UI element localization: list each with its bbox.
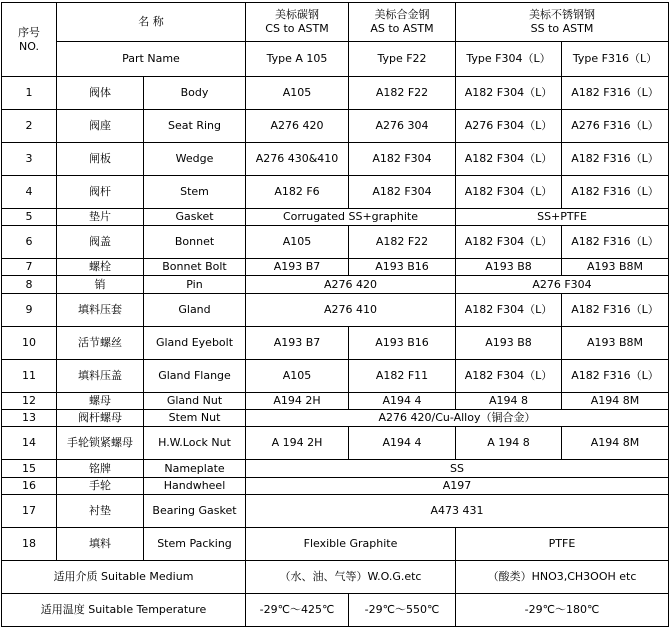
material-cell: A182 F304	[349, 175, 456, 208]
material-cell: A194 4	[349, 427, 456, 460]
part-name-en: Seat Ring	[144, 109, 246, 142]
temperature-cs: -29℃～425℃	[246, 593, 349, 626]
row-number: 9	[2, 293, 57, 326]
material-cell: A276 430&410	[246, 142, 349, 175]
header-row	[2, 3, 669, 42]
table-row	[2, 175, 669, 208]
part-name-en: Gland Nut	[144, 392, 246, 409]
material-cell: PTFE	[456, 528, 669, 561]
material-cell: A182 F6	[246, 175, 349, 208]
medium-ss: （酸类）HNO3,CH3OOH etc	[456, 561, 669, 594]
part-name-cn: 阀杆螺母	[57, 410, 144, 427]
part-name-en: Bonnet Bolt	[144, 258, 246, 275]
material-cell: A182 F304	[349, 142, 456, 175]
material-cell: A276 420	[246, 276, 456, 293]
material-cell: A276 304	[349, 109, 456, 142]
material-cell: A182 F304（L）	[456, 77, 562, 110]
part-name-en: Stem Nut	[144, 410, 246, 427]
header-as: 美标合金钢 AS to ASTM	[349, 3, 456, 42]
row-number: 11	[2, 359, 57, 392]
table-row	[2, 258, 669, 275]
row-number: 15	[2, 460, 57, 477]
table-row	[2, 477, 669, 494]
material-cell: A182 F316（L）	[562, 142, 669, 175]
material-cell: A193 B8	[456, 326, 562, 359]
part-name-en: Pin	[144, 276, 246, 293]
part-name-cn: 阀座	[57, 109, 144, 142]
material-cell: A182 F316（L）	[562, 77, 669, 110]
medium-label: 适用介质 Suitable Medium	[2, 561, 246, 594]
row-number: 1	[2, 77, 57, 110]
material-cell: A182 F316（L）	[562, 293, 669, 326]
part-name-cn: 手轮锁紧螺母	[57, 427, 144, 460]
header-cs: 美标碳钢 CS to ASTM	[246, 3, 349, 42]
part-name-cn: 螺栓	[57, 258, 144, 275]
material-cell: SS	[246, 460, 669, 477]
material-cell: A182 F304（L）	[456, 359, 562, 392]
material-cell: A194 8M	[562, 392, 669, 409]
part-name-cn: 填料压盖	[57, 359, 144, 392]
row-number: 5	[2, 208, 57, 225]
part-name-en: Body	[144, 77, 246, 110]
material-cell: A473 431	[246, 495, 669, 528]
header-seq: 序号 NO.	[2, 3, 57, 77]
part-name-en: Wedge	[144, 142, 246, 175]
table-row	[2, 226, 669, 259]
part-name-cn: 闸板	[57, 142, 144, 175]
material-cell: A182 F22	[349, 226, 456, 259]
row-number: 16	[2, 477, 57, 494]
row-number: 8	[2, 276, 57, 293]
table-row	[2, 392, 669, 409]
material-cell: Flexible Graphite	[246, 528, 456, 561]
material-cell: A182 F316（L）	[562, 226, 669, 259]
material-cell: A 194 2H	[246, 427, 349, 460]
part-name-en: Gasket	[144, 208, 246, 225]
part-name-en: Stem Packing	[144, 528, 246, 561]
material-cell: A182 F22	[349, 77, 456, 110]
material-cell: A276 420	[246, 109, 349, 142]
table-row	[2, 528, 669, 561]
material-cell: A197	[246, 477, 669, 494]
table-row	[2, 460, 669, 477]
material-cell: A193 B16	[349, 326, 456, 359]
table-row	[2, 293, 669, 326]
temperature-row	[2, 593, 669, 626]
part-name-cn: 阀体	[57, 77, 144, 110]
material-cell: A193 B7	[246, 326, 349, 359]
material-cell: A182 F316（L）	[562, 175, 669, 208]
row-number: 6	[2, 226, 57, 259]
header-type-a105: Type A 105	[246, 42, 349, 77]
row-number: 18	[2, 528, 57, 561]
material-cell: A193 B7	[246, 258, 349, 275]
part-name-cn: 垫片	[57, 208, 144, 225]
table-row	[2, 410, 669, 427]
part-name-en: Gland Flange	[144, 359, 246, 392]
row-number: 14	[2, 427, 57, 460]
table-row	[2, 326, 669, 359]
material-cell: A193 B16	[349, 258, 456, 275]
material-cell: SS+PTFE	[456, 208, 669, 225]
part-name-cn: 手轮	[57, 477, 144, 494]
header-type-f304: Type F304（L）	[456, 42, 562, 77]
table-row	[2, 142, 669, 175]
part-name-cn: 销	[57, 276, 144, 293]
part-name-cn: 填料	[57, 528, 144, 561]
material-cell: A276 F316（L）	[562, 109, 669, 142]
material-cell: Corrugated SS+graphite	[246, 208, 456, 225]
material-cell: A194 4	[349, 392, 456, 409]
material-cell: A105	[246, 359, 349, 392]
header-ss: 美标不锈钢钢 SS to ASTM	[456, 3, 669, 42]
part-name-cn: 填料压套	[57, 293, 144, 326]
material-cell: A182 F304（L）	[456, 175, 562, 208]
material-cell: A276 410	[246, 293, 456, 326]
table-row	[2, 109, 669, 142]
row-number: 3	[2, 142, 57, 175]
part-name-cn: 阀盖	[57, 226, 144, 259]
part-name-en: Stem	[144, 175, 246, 208]
material-cell: A182 F304（L）	[456, 293, 562, 326]
header-subrow	[2, 42, 669, 77]
part-name-cn: 活节螺丝	[57, 326, 144, 359]
material-cell: A105	[246, 77, 349, 110]
material-cell: A182 F304（L）	[456, 226, 562, 259]
table-row	[2, 208, 669, 225]
part-name-cn: 衬垫	[57, 495, 144, 528]
table-row	[2, 495, 669, 528]
part-name-en: Bearing Gasket	[144, 495, 246, 528]
temperature-label: 适用温度 Suitable Temperature	[2, 593, 246, 626]
material-cell: A105	[246, 226, 349, 259]
row-number: 10	[2, 326, 57, 359]
table-row	[2, 427, 669, 460]
material-cell: A194 2H	[246, 392, 349, 409]
row-number: 4	[2, 175, 57, 208]
row-number: 17	[2, 495, 57, 528]
row-number: 7	[2, 258, 57, 275]
material-cell: A182 F11	[349, 359, 456, 392]
row-number: 12	[2, 392, 57, 409]
header-part-name: Part Name	[57, 42, 246, 77]
part-name-en: Bonnet	[144, 226, 246, 259]
medium-cs-as: （水、油、气等）W.O.G.etc	[246, 561, 456, 594]
material-cell: A193 B8M	[562, 326, 669, 359]
material-cell: A193 B8	[456, 258, 562, 275]
medium-row	[2, 561, 669, 594]
material-cell: A194 8M	[562, 427, 669, 460]
part-name-en: Nameplate	[144, 460, 246, 477]
material-cell: A 194 8	[456, 427, 562, 460]
temperature-as: -29℃～550℃	[349, 593, 456, 626]
material-cell: A276 F304（L）	[456, 109, 562, 142]
material-cell: A193 B8M	[562, 258, 669, 275]
part-name-cn: 铭牌	[57, 460, 144, 477]
row-number: 2	[2, 109, 57, 142]
materials-table-container	[1, 2, 668, 627]
part-name-en: Gland	[144, 293, 246, 326]
row-number: 13	[2, 410, 57, 427]
temperature-ss: -29℃～180℃	[456, 593, 669, 626]
header-type-f316: Type F316（L）	[562, 42, 669, 77]
material-cell: A182 F316（L）	[562, 359, 669, 392]
header-name-cn: 名 称	[57, 3, 246, 42]
material-cell: A194 8	[456, 392, 562, 409]
table-row	[2, 276, 669, 293]
materials-table	[1, 2, 669, 627]
material-cell: A276 F304	[456, 276, 669, 293]
part-name-en: Handwheel	[144, 477, 246, 494]
header-type-f22: Type F22	[349, 42, 456, 77]
table-row	[2, 359, 669, 392]
part-name-cn: 螺母	[57, 392, 144, 409]
part-name-en: H.W.Lock Nut	[144, 427, 246, 460]
material-cell: A276 420/Cu-Alloy（铜合金）	[246, 410, 669, 427]
part-name-cn: 阀杆	[57, 175, 144, 208]
table-row	[2, 77, 669, 110]
part-name-en: Gland Eyebolt	[144, 326, 246, 359]
material-cell: A182 F304（L）	[456, 142, 562, 175]
